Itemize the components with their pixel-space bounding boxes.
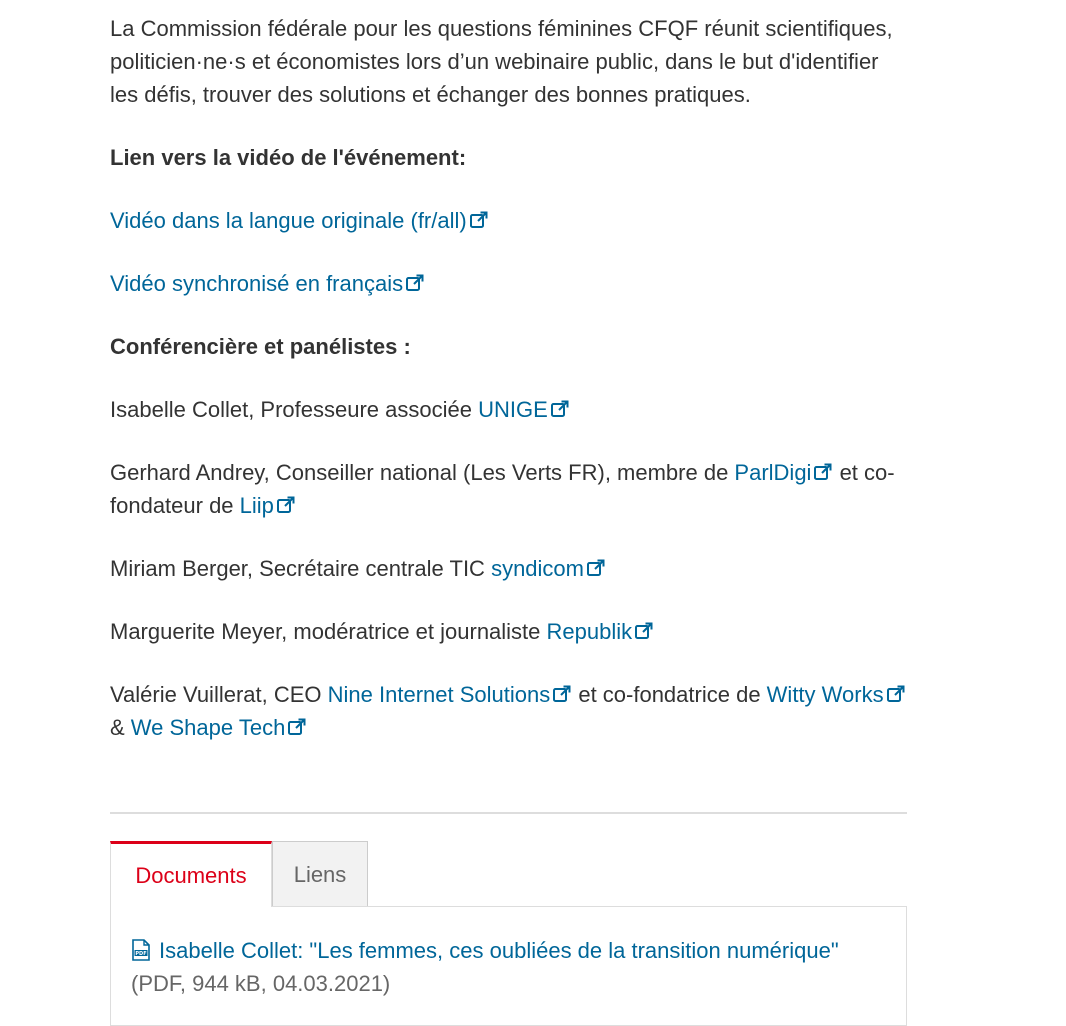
external-link-icon [287, 717, 307, 737]
svg-text:PDF: PDF [135, 951, 147, 957]
document-item [131, 934, 901, 1000]
panelist-item [110, 393, 910, 426]
panelist-text: & [110, 715, 131, 740]
tab-documents[interactable]: Documents [110, 841, 272, 907]
tab-liens[interactable]: Liens [272, 841, 368, 907]
document-meta: (PDF, 944 kB, 04.03.2021) [131, 971, 391, 996]
nine-internet-solutions-link[interactable] [328, 682, 573, 707]
panelist-item [110, 678, 910, 744]
link-label: Nine Internet Solutions [327, 682, 551, 707]
panelist-text: et co-fondateur de [110, 460, 895, 518]
panelist-text: Marguerite Meyer, modératrice et journaliste [110, 619, 547, 644]
we-shape-tech-link[interactable] [131, 715, 308, 740]
section-divider [110, 812, 907, 814]
republik-link[interactable] [547, 619, 655, 644]
external-link-icon [813, 462, 833, 482]
external-link-icon [552, 684, 572, 704]
panelist-item [110, 552, 910, 585]
intro-paragraph: La Commission fédérale pour les questions féminines CFQF réunit scientifiques, politicien·ne·s et économistes lors d’un webinaire public, dans le but d'identifier les défis, trouver des solutions et échanger des bonnes pratiques. [110, 16, 893, 107]
main-content [110, 12, 910, 774]
link-label: ParlDigi [734, 460, 812, 485]
panelists-heading: Conférencière et panélistes : [110, 334, 411, 359]
link-label: We Shape Tech [130, 715, 286, 740]
link-label: Vidéo synchronisé en français [110, 271, 404, 296]
video-link-item [110, 204, 910, 237]
link-label: Witty Works [766, 682, 884, 707]
panelist-item [110, 615, 910, 648]
link-label: UNIGE [478, 397, 548, 422]
video-french-link[interactable] [110, 271, 425, 296]
panelist-item [110, 456, 910, 522]
external-link-icon [634, 621, 654, 641]
witty-works-link[interactable] [767, 682, 906, 707]
link-label: Liip [239, 493, 274, 518]
panelist-text: Gerhard Andrey, Conseiller national (Les Verts FR), membre de [110, 460, 735, 485]
video-heading: Lien vers la vidéo de l'événement: [110, 145, 467, 170]
panelist-text: Isabelle Collet, Professeure associée [110, 397, 479, 422]
tab-bar [110, 841, 368, 907]
panelist-text: Miriam Berger, Secrétaire centrale TIC [110, 556, 492, 581]
liip-link[interactable] [240, 493, 296, 518]
panelist-text: et co-fondatrice de [572, 682, 767, 707]
unige-link[interactable] [478, 397, 570, 422]
pdf-file-icon [131, 939, 151, 961]
video-original-link[interactable] [110, 208, 489, 233]
panelist-text: Valérie Vuillerat, CEO [110, 682, 328, 707]
external-link-icon [276, 495, 296, 515]
panel-top-border [271, 906, 907, 907]
external-link-icon [586, 558, 606, 578]
link-label: Republik [546, 619, 633, 644]
external-link-icon [405, 273, 425, 293]
link-label: Vidéo dans la langue originale (fr/all) [110, 208, 467, 233]
video-link-item [110, 267, 910, 300]
parldigi-link[interactable] [734, 460, 833, 485]
external-link-icon [550, 399, 570, 419]
external-link-icon [886, 684, 906, 704]
document-title: Isabelle Collet: "Les femmes, ces oubliées de la transition numérique" [159, 938, 839, 963]
syndicom-link[interactable] [491, 556, 606, 581]
document-link[interactable] [131, 938, 839, 963]
external-link-icon [469, 210, 489, 230]
link-label: syndicom [491, 556, 584, 581]
